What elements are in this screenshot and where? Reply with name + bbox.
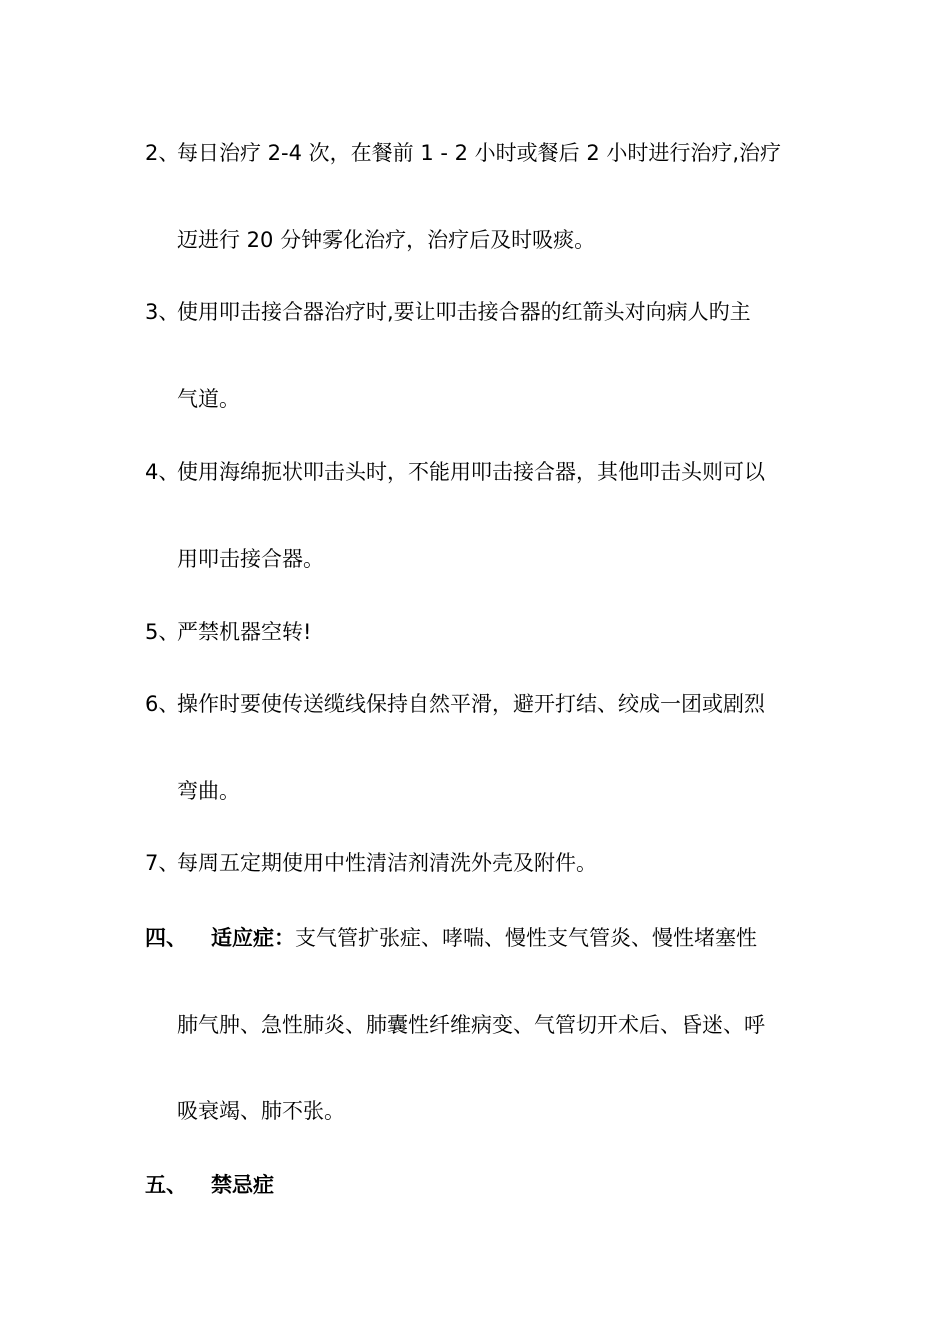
item-text: 使用叩击接合器治疗时,要让叩击接合器的红箭头对向病人旳主	[177, 300, 751, 324]
item-number: 4、	[145, 460, 180, 484]
section-number: 四、	[145, 926, 187, 950]
item-number: 5、	[145, 620, 180, 644]
section-text: 支气管扩张症、哮喘、慢性支气管炎、慢性堵塞性	[295, 926, 757, 950]
list-item-6	[145, 692, 765, 716]
list-item-6-continuation: 弯曲。	[177, 779, 240, 803]
list-item-2-continuation: 迈进行 20 分钟雾化治疗，治疗后及时吸痰。	[177, 228, 596, 252]
section-title: 适应症：	[211, 926, 295, 950]
item-text: 每周五定期使用中性清洁剂清洗外壳及附件。	[177, 851, 597, 875]
section-number: 五、	[145, 1173, 187, 1197]
list-item-3-continuation: 气道。	[177, 387, 240, 411]
section-5-heading	[145, 1173, 274, 1197]
section-4-text-line-3: 吸衰竭、肺不张。	[177, 1099, 345, 1123]
section-4-text-line-2: 肺气肿、急性肺炎、肺囊性纤维病变、气管切开术后、昏迷、呼	[177, 1013, 765, 1037]
item-number: 3、	[145, 300, 180, 324]
list-item-5	[145, 620, 311, 644]
section-title: 禁忌症	[211, 1173, 274, 1197]
item-number: 6、	[145, 692, 180, 716]
item-number: 7、	[145, 851, 180, 875]
list-item-3	[145, 300, 751, 324]
list-item-2	[145, 141, 781, 165]
list-item-4-continuation: 用叩击接合器。	[177, 547, 324, 571]
item-text: 严禁机器空转!	[177, 620, 312, 644]
list-item-4	[145, 460, 765, 484]
list-item-7	[145, 851, 597, 875]
item-text: 每日治疗 2-4 次，在餐前 1 - 2 小时或餐后 2 小时进行治疗,治疗	[177, 141, 782, 165]
item-text: 操作时要使传送缆线保持自然平滑，避开打结、绞成一团或剧烈	[177, 692, 765, 716]
item-number: 2、	[145, 141, 180, 165]
item-text: 使用海绵扼状叩击头时，不能用叩击接合器，其他叩击头则可以	[177, 460, 765, 484]
section-4-heading	[145, 926, 757, 950]
